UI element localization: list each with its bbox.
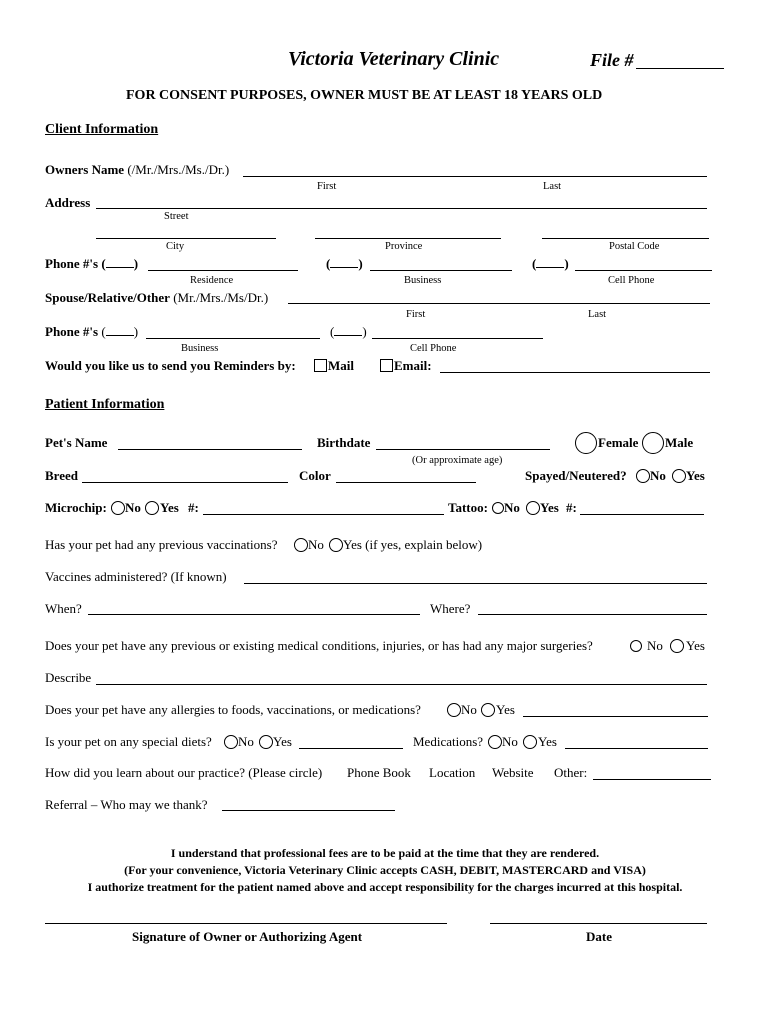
owners-name-label [45, 162, 229, 178]
option-website[interactable]: Website [492, 765, 534, 780]
patient-info-heading: Patient Information [45, 397, 165, 412]
allergy-question: Does your pet have any allergies to foods, vaccinations, or medications? [45, 702, 421, 717]
where-label: Where? [430, 601, 471, 616]
medical-no-label: No [647, 638, 663, 653]
male-label: Male [665, 435, 694, 450]
option-other: Other: [554, 765, 588, 780]
area-code-open: ( [101, 324, 106, 339]
business-area-code[interactable] [326, 256, 363, 272]
signature-field[interactable] [45, 923, 447, 924]
spouse-phone-text: Phone #'s [45, 324, 99, 339]
tattoo-number-field[interactable] [580, 514, 704, 515]
diet-yes-label: Yes [273, 734, 292, 749]
spayed-yes-radio[interactable] [672, 469, 686, 483]
breed-label: Breed [45, 468, 78, 483]
option-phone-book[interactable]: Phone Book [347, 765, 411, 780]
allergy-details-field[interactable] [523, 716, 708, 717]
owners-last-caption: Last [543, 181, 562, 192]
microchip-no-label: No [125, 500, 141, 515]
vacc-no-radio[interactable] [294, 538, 308, 552]
microchip-number-label: #: [188, 500, 199, 515]
medications-no-label: No [502, 734, 518, 749]
color-field[interactable] [336, 482, 476, 483]
pets-name-field[interactable] [118, 449, 302, 450]
spayed-no-radio[interactable] [636, 469, 650, 483]
street-field[interactable] [96, 208, 707, 209]
reminders-question: Would you like us to send you Reminders by: [45, 358, 296, 373]
vaccines-administered-field[interactable] [244, 583, 707, 584]
email-label: Email: [394, 358, 432, 373]
cell-phone-caption: Cell Phone [608, 275, 655, 286]
address-label: Address [45, 195, 91, 210]
medical-yes-radio[interactable] [670, 639, 684, 653]
vaccines-administered-label: Vaccines administered? (If known) [45, 569, 227, 584]
spouse-business-phone-field[interactable] [146, 338, 320, 339]
breed-field[interactable] [82, 482, 288, 483]
date-caption: Date [586, 929, 612, 944]
date-field[interactable] [490, 923, 707, 924]
other-field[interactable] [593, 779, 711, 780]
paren-open: ( [532, 256, 537, 271]
area-code-open: ( [101, 256, 106, 271]
paren-close: ) [358, 256, 363, 271]
microchip-no-radio[interactable] [111, 501, 125, 515]
fees-statement: I understand that professional fees are to be paid at the time that they are rendered. [170, 846, 600, 860]
diet-details-field[interactable] [299, 748, 403, 749]
medications-label: Medications? [413, 734, 484, 749]
spouse-first-caption: First [406, 309, 426, 320]
female-label: Female [598, 435, 639, 450]
paren-open: ( [326, 256, 331, 271]
business-caption: Business [404, 275, 442, 286]
phone-label-text: Phone #'s [45, 256, 99, 271]
paren-open: ( [330, 324, 335, 339]
medications-yes-label: Yes [538, 734, 557, 749]
area-code-close: ) [133, 324, 139, 339]
spouse-phone-label [45, 324, 138, 340]
spouse-last-caption: Last [588, 309, 607, 320]
postal-code-caption: Postal Code [609, 241, 660, 252]
vacc-no-label: No [308, 537, 324, 552]
residence-caption: Residence [190, 275, 234, 286]
allergy-yes-radio[interactable] [481, 703, 495, 717]
birthdate-label: Birthdate [317, 435, 371, 450]
spouse-title-text: (Mr./Mrs./Ms/Dr.) [173, 290, 269, 305]
when-field[interactable] [88, 614, 420, 615]
paren-close: ) [362, 324, 367, 339]
female-radio[interactable] [575, 432, 597, 454]
vacc-yes-label: Yes (if yes, explain below) [343, 537, 483, 552]
postal-code-field[interactable] [542, 238, 709, 239]
describe-label: Describe [45, 670, 92, 685]
tattoo-number-label: #: [566, 500, 577, 515]
allergy-yes-label: Yes [496, 702, 515, 717]
province-caption: Province [385, 241, 423, 252]
allergy-no-label: No [461, 702, 477, 717]
tattoo-no-label: No [504, 500, 520, 515]
describe-field[interactable] [96, 684, 707, 685]
mail-checkbox[interactable] [314, 359, 327, 372]
owners-name-text: Owners Name [45, 162, 125, 177]
when-label: When? [45, 601, 82, 616]
phone-label [45, 256, 138, 272]
pets-name-label: Pet's Name [45, 435, 108, 450]
payment-statement: (For your convenience, Victoria Veterinary Clinic accepts CASH, DEBIT, MASTERCARD and VISA) [124, 863, 646, 877]
authorization-statement: I authorize treatment for the patient named above and accept responsibility for the charges incurred at this hospital. [87, 880, 683, 894]
owners-title-text: (/Mr./Mrs./Ms./Dr.) [127, 162, 230, 177]
male-radio[interactable] [642, 432, 664, 454]
spayed-yes-label: Yes [686, 468, 705, 483]
province-field[interactable] [315, 238, 501, 239]
spouse-business-caption: Business [181, 343, 219, 354]
microchip-label: Microchip: [45, 500, 107, 515]
clinic-title: Victoria Veterinary Clinic [288, 48, 500, 70]
tattoo-yes-label: Yes [540, 500, 559, 515]
mail-label: Mail [328, 358, 354, 373]
vacc-yes-radio[interactable] [329, 538, 343, 552]
client-info-heading: Client Information [45, 122, 159, 137]
cell-area-code[interactable] [532, 256, 569, 272]
spouse-name-field[interactable] [288, 303, 710, 304]
spouse-cell-phone-field[interactable] [372, 338, 543, 339]
owners-name-field[interactable] [243, 176, 707, 177]
medications-no-radio[interactable] [488, 735, 502, 749]
spouse-label [45, 290, 268, 306]
owners-first-caption: First [317, 181, 337, 192]
signature-caption: Signature of Owner or Authorizing Agent [132, 929, 363, 944]
medical-yes-label: Yes [686, 638, 705, 653]
diet-yes-radio[interactable] [259, 735, 273, 749]
email-field[interactable] [440, 372, 710, 373]
tattoo-no-radio[interactable] [492, 502, 504, 514]
referral-field[interactable] [222, 810, 395, 811]
spouse-text: Spouse/Relative/Other [45, 290, 170, 305]
spayed-no-label: No [650, 468, 666, 483]
where-field[interactable] [478, 614, 707, 615]
spouse-cell-caption: Cell Phone [410, 343, 457, 354]
vaccinations-question: Has your pet had any previous vaccinations? [45, 537, 278, 552]
option-location[interactable]: Location [429, 765, 476, 780]
file-number-label: File # [590, 50, 634, 70]
consent-notice: FOR CONSENT PURPOSES, OWNER MUST BE AT LEAST 18 YEARS OLD [126, 88, 603, 103]
city-caption: City [166, 241, 185, 252]
cell-phone-field[interactable] [575, 270, 712, 271]
spouse-cell-area-code[interactable] [330, 324, 367, 340]
learn-question: How did you learn about our practice? (Please circle) [45, 765, 323, 780]
microchip-number-field[interactable] [203, 514, 444, 515]
medications-details-field[interactable] [565, 748, 708, 749]
medical-no-radio[interactable] [630, 640, 642, 652]
area-code-close: ) [133, 256, 139, 271]
allergy-no-radio[interactable] [447, 703, 461, 717]
residence-phone-field[interactable] [148, 270, 298, 271]
business-phone-field[interactable] [370, 270, 512, 271]
microchip-yes-radio[interactable] [145, 501, 159, 515]
medical-question: Does your pet have any previous or existing medical conditions, injuries, or has had any major surgeries? [45, 638, 593, 653]
diet-no-radio[interactable] [224, 735, 238, 749]
street-caption: Street [164, 211, 189, 222]
email-checkbox[interactable] [380, 359, 393, 372]
microchip-yes-label: Yes [160, 500, 179, 515]
city-field[interactable] [96, 238, 276, 239]
color-label: Color [299, 468, 331, 483]
tattoo-yes-radio[interactable] [526, 501, 540, 515]
paren-close: ) [564, 256, 569, 271]
file-number-field[interactable] [636, 68, 724, 69]
birthdate-field[interactable] [376, 449, 550, 450]
referral-label: Referral – Who may we thank? [45, 797, 208, 812]
diet-no-label: No [238, 734, 254, 749]
approx-age-caption: (Or approximate age) [412, 455, 503, 466]
diet-question: Is your pet on any special diets? [45, 734, 212, 749]
tattoo-label: Tattoo: [448, 500, 488, 515]
medications-yes-radio[interactable] [523, 735, 537, 749]
spayed-label: Spayed/Neutered? [525, 468, 627, 483]
